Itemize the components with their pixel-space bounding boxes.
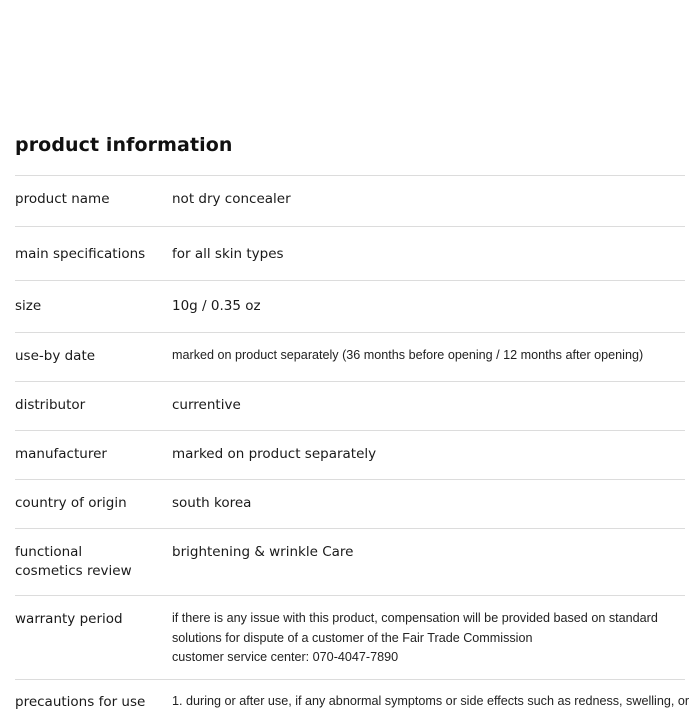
info-row-manufacturer <box>15 431 685 480</box>
info-row-precautions-for-use <box>15 680 690 720</box>
row-label: size <box>15 298 42 314</box>
row-value <box>172 297 685 332</box>
row-value-line: 1. during or after use, if any abnormal symptoms or side effects such as redness, swelling, or <box>172 694 690 708</box>
info-row-warranty-period <box>15 596 685 680</box>
row-label <box>15 543 172 595</box>
info-row-main-specifications <box>15 227 685 281</box>
row-value-line: not dry concealer <box>172 191 291 207</box>
row-label-line: functional <box>15 544 83 560</box>
row-label: product name <box>15 191 110 207</box>
row-value-line: marked on product separately (36 months before opening / 12 months after opening) <box>172 348 644 362</box>
row-label: warranty period <box>15 611 123 627</box>
row-value-line: 10g / 0.35 oz <box>172 298 261 314</box>
info-row-use-by-date <box>15 333 685 382</box>
row-value-line: brightening & wrinkle Care <box>172 544 354 560</box>
row-value <box>172 396 685 430</box>
row-value <box>172 190 685 226</box>
row-label: distributor <box>15 397 86 413</box>
info-row-country-of-origin <box>15 480 685 529</box>
row-value-line: solutions for dispute of a customer of the Fair Trade Commission <box>172 630 533 645</box>
row-value-line: if there is any issue with this product, compensation will be provided based on standard <box>172 611 658 625</box>
info-row-distributor <box>15 382 685 431</box>
row-value <box>172 692 689 720</box>
row-label: precautions for use <box>15 694 146 710</box>
row-value <box>172 543 685 595</box>
row-label: main specifications <box>15 246 146 262</box>
row-value <box>172 609 685 679</box>
info-row-product-name <box>15 176 685 227</box>
row-label: manufacturer <box>15 446 107 462</box>
row-value-line: customer service center: 070-4047-7890 <box>172 650 399 664</box>
row-value-line: south korea <box>172 495 252 511</box>
row-value <box>172 245 685 280</box>
row-label: country of origin <box>15 495 127 511</box>
info-row-size <box>15 281 685 333</box>
row-value <box>172 445 685 479</box>
row-label: use-by date <box>15 348 96 364</box>
product-info-table <box>15 175 690 720</box>
info-row-functional-cosmetics-review <box>15 529 685 596</box>
row-label-line: cosmetics review <box>15 563 132 579</box>
section-title: product information <box>15 134 233 156</box>
row-value-line: marked on product separately <box>172 446 377 462</box>
row-value <box>172 346 685 381</box>
row-value-line: currentive <box>172 397 241 413</box>
row-value <box>172 494 685 528</box>
row-value-line: for all skin types <box>172 246 284 262</box>
